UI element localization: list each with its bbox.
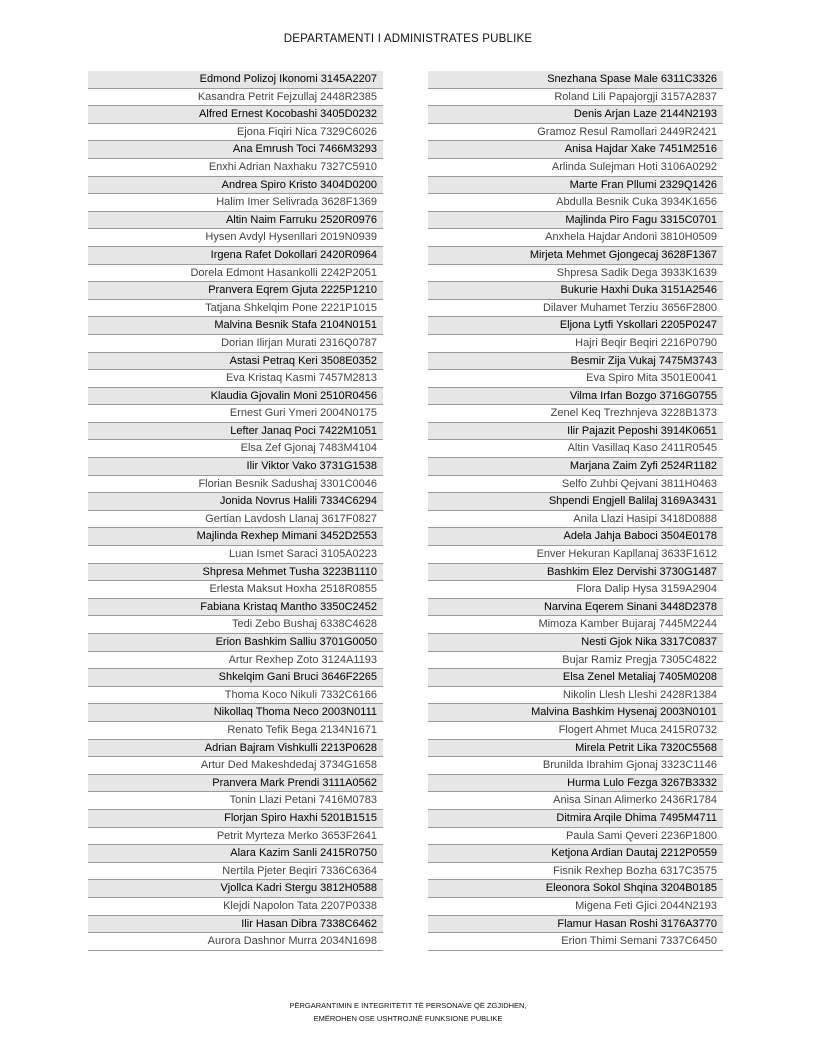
name-entry: Bashkim Elez Dervishi 3730G1487 — [428, 564, 723, 582]
name-entry: Shpresa Sadik Dega 3933K1639 — [428, 265, 723, 283]
name-entry: Arlinda Sulejman Hoti 3106A0292 — [428, 159, 723, 177]
name-entry: Besmir Zija Vukaj 7475M3743 — [428, 353, 723, 371]
name-entry: Erion Thimi Semani 7337C6450 — [428, 933, 723, 951]
name-entry: Gramoz Resul Ramollari 2449R2421 — [428, 124, 723, 142]
name-entry: Ernest Guri Ymeri 2004N0175 — [88, 405, 383, 423]
name-entry: Shkelqim Gani Bruci 3646F2265 — [88, 669, 383, 687]
name-entry: Klejdi Napolon Tata 2207P0338 — [88, 898, 383, 916]
name-entry: Flamur Hasan Roshi 3176A3770 — [428, 916, 723, 934]
name-entry: Altin Naim Farruku 2520R0976 — [88, 212, 383, 230]
name-entry: Fabiana Kristaq Mantho 3350C2452 — [88, 599, 383, 617]
name-entry: Florian Besnik Sadushaj 3301C0046 — [88, 476, 383, 494]
name-entry: Flogert Ahmet Muca 2415R0732 — [428, 722, 723, 740]
name-entry: Zenel Keq Trezhnjeva 3228B1373 — [428, 405, 723, 423]
name-entry: Malvina Besnik Stafa 2104N0151 — [88, 317, 383, 335]
name-entry: Elsa Zenel Metaliaj 7405M0208 — [428, 669, 723, 687]
right-name-list — [428, 71, 723, 951]
name-entry: Anisa Hajdar Xake 7451M2516 — [428, 141, 723, 159]
name-entry: Astasi Petraq Keri 3508E0352 — [88, 353, 383, 371]
name-entry: Pranvera Mark Prendi 3111A0562 — [88, 775, 383, 793]
page-title: DEPARTAMENTI I ADMINISTRATES PUBLIKE — [283, 33, 533, 45]
name-entry: Erlesta Maksut Hoxha 2518R0855 — [88, 581, 383, 599]
name-entry: Luan Ismet Saraci 3105A0223 — [88, 546, 383, 564]
name-entry: Thoma Koco Nikuli 7332C6166 — [88, 687, 383, 705]
name-entry: Edmond Polizoj Ikonomi 3145A2207 — [88, 71, 383, 89]
name-entry: Ditmira Arqile Dhima 7495M4711 — [428, 810, 723, 828]
name-entry: Selfo Zuhbi Qejvani 3811H0463 — [428, 476, 723, 494]
name-entry: Denis Arjan Laze 2144N2193 — [428, 106, 723, 124]
name-entry: Snezhana Spase Male 6311C3326 — [428, 71, 723, 89]
name-entry: Halim Imer Selivrada 3628F1369 — [88, 194, 383, 212]
name-entry: Lefter Janaq Poci 7422M1051 — [88, 423, 383, 441]
name-entry: Anila Llazi Hasipi 3418D0888 — [428, 511, 723, 529]
name-entry: Migena Feti Gjici 2044N2193 — [428, 898, 723, 916]
footer-line-2: EMËROHEN OSE USHTROJNË FUNKSIONE PUBLIKE — [313, 1014, 503, 1023]
name-entry: Alfred Ernest Kocobashi 3405D0232 — [88, 106, 383, 124]
name-entry: Eva Kristaq Kasmi 7457M2813 — [88, 370, 383, 388]
name-entry: Erion Bashkim Salliu 3701G0050 — [88, 634, 383, 652]
footer-line-1: PËRGARANTIMIN E INTEGRITETIT TË PERSONAVE QË ZGJIDHEN, — [289, 1001, 527, 1010]
name-entry: Gertian Lavdosh Llanaj 3617F0827 — [88, 511, 383, 529]
name-entry: Petrit Myrteza Merko 3653F2641 — [88, 828, 383, 846]
name-entry: Ilir Pajazit Peposhi 3914K0651 — [428, 423, 723, 441]
name-entry: Ana Emrush Toci 7466M3293 — [88, 141, 383, 159]
name-entry: Ejona Fiqiri Nica 7329C6026 — [88, 124, 383, 142]
name-entry: Nikolin Llesh Lleshi 2428R1384 — [428, 687, 723, 705]
name-entry: Eva Spiro Mita 3501E0041 — [428, 370, 723, 388]
name-entry: Tedi Zebo Bushaj 6338C4628 — [88, 616, 383, 634]
name-entry: Dilaver Muhamet Terziu 3656F2800 — [428, 300, 723, 318]
name-entry: Irgena Rafet Dokollari 2420R0964 — [88, 247, 383, 265]
name-entry: Ilir Hasan Dibra 7338C6462 — [88, 916, 383, 934]
name-entry: Vjollca Kadri Stergu 3812H0588 — [88, 880, 383, 898]
name-entry: Hysen Avdyl Hysenllari 2019N0939 — [88, 229, 383, 247]
name-entry: Vilma Irfan Bozgo 3716G0755 — [428, 388, 723, 406]
name-entry: Roland Lili Papajorgji 3157A2837 — [428, 89, 723, 107]
name-entry: Majlinda Rexhep Mimani 3452D2553 — [88, 528, 383, 546]
name-entry: Aurora Dashnor Murra 2034N1698 — [88, 933, 383, 951]
name-entry: Altin Vasillaq Kaso 2411R0545 — [428, 440, 723, 458]
name-entry: Tatjana Shkelqim Pone 2221P1015 — [88, 300, 383, 318]
name-entry: Fisnik Rexhep Bozha 6317C3575 — [428, 863, 723, 881]
name-entry: Ilir Viktor Vako 3731G1538 — [88, 458, 383, 476]
name-entry: Abdulla Besnik Cuka 3934K1656 — [428, 194, 723, 212]
name-entry: Jonida Novrus Halili 7334C6294 — [88, 493, 383, 511]
name-entry: Alara Kazim Sanli 2415R0750 — [88, 845, 383, 863]
name-entry: Renato Tefik Bega 2134N1671 — [88, 722, 383, 740]
name-entry: Anisa Sinan Alimerko 2436R1784 — [428, 792, 723, 810]
name-entry: Bukurie Haxhi Duka 3151A2546 — [428, 282, 723, 300]
name-entry: Paula Sami Qeveri 2236P1800 — [428, 828, 723, 846]
name-entry: Enxhi Adrian Naxhaku 7327C5910 — [88, 159, 383, 177]
name-entry: Bujar Ramiz Pregja 7305C4822 — [428, 652, 723, 670]
name-entry: Andrea Spiro Kristo 3404D0200 — [88, 177, 383, 195]
name-entry: Mirjeta Mehmet Gjongecaj 3628F1367 — [428, 247, 723, 265]
name-entry: Marjana Zaim Zyfi 2524R1182 — [428, 458, 723, 476]
name-entry: Klaudia Gjovalin Moni 2510R0456 — [88, 388, 383, 406]
name-entry: Malvina Bashkim Hysenaj 2003N0101 — [428, 704, 723, 722]
name-entry: Flora Dalip Hysa 3159A2904 — [428, 581, 723, 599]
name-entry: Tonin Llazi Petani 7416M0783 — [88, 792, 383, 810]
name-entry: Mimoza Kamber Bujaraj 7445M2244 — [428, 616, 723, 634]
name-entry: Shpresa Mehmet Tusha 3223B1110 — [88, 564, 383, 582]
name-entry: Marte Fran Pllumi 2329Q1426 — [428, 177, 723, 195]
name-entry: Dorian Ilirjan Murati 2316Q0787 — [88, 335, 383, 353]
name-entry: Narvina Eqerem Sinani 3448D2378 — [428, 599, 723, 617]
name-entry: Mirela Petrit Lika 7320C5568 — [428, 740, 723, 758]
name-entry: Nikollaq Thoma Neco 2003N0111 — [88, 704, 383, 722]
left-name-list — [88, 71, 383, 951]
name-entry: Shpendi Engjell Balilaj 3169A3431 — [428, 493, 723, 511]
name-entry: Florjan Spiro Haxhi 5201B1515 — [88, 810, 383, 828]
name-entry: Kasandra Petrit Fejzullaj 2448R2385 — [88, 89, 383, 107]
name-entry: Anxhela Hajdar Andoni 3810H0509 — [428, 229, 723, 247]
name-entry: Majlinda Piro Fagu 3315C0701 — [428, 212, 723, 230]
name-entry: Adrian Bajram Vishkulli 2213P0628 — [88, 740, 383, 758]
name-entry: Nesti Gjok Nika 3317C0837 — [428, 634, 723, 652]
name-entry: Dorela Edmont Hasankolli 2242P2051 — [88, 265, 383, 283]
page-footer — [0, 999, 816, 1025]
name-entry: Eljona Lytfi Yskollari 2205P0247 — [428, 317, 723, 335]
name-entry: Elsa Zef Gjonaj 7483M4104 — [88, 440, 383, 458]
name-entry: Pranvera Eqrem Gjuta 2225P1210 — [88, 282, 383, 300]
name-entry: Enver Hekuran Kapllanaj 3633F1612 — [428, 546, 723, 564]
name-entry: Artur Rexhep Zoto 3124A1193 — [88, 652, 383, 670]
name-entry: Hajri Beqir Beqiri 2216P0790 — [428, 335, 723, 353]
name-entry: Hurma Lulo Fezga 3267B3332 — [428, 775, 723, 793]
name-entry: Brunilda Ibrahim Gjonaj 3323C1146 — [428, 757, 723, 775]
name-entry: Artur Ded Makeshdedaj 3734G1658 — [88, 757, 383, 775]
name-entry: Adela Jahja Baboci 3504E0178 — [428, 528, 723, 546]
name-entry: Nertila Pjeter Beqiri 7336C6364 — [88, 863, 383, 881]
name-entry: Ketjona Ardian Dautaj 2212P0559 — [428, 845, 723, 863]
name-entry: Eleonora Sokol Shqina 3204B0185 — [428, 880, 723, 898]
